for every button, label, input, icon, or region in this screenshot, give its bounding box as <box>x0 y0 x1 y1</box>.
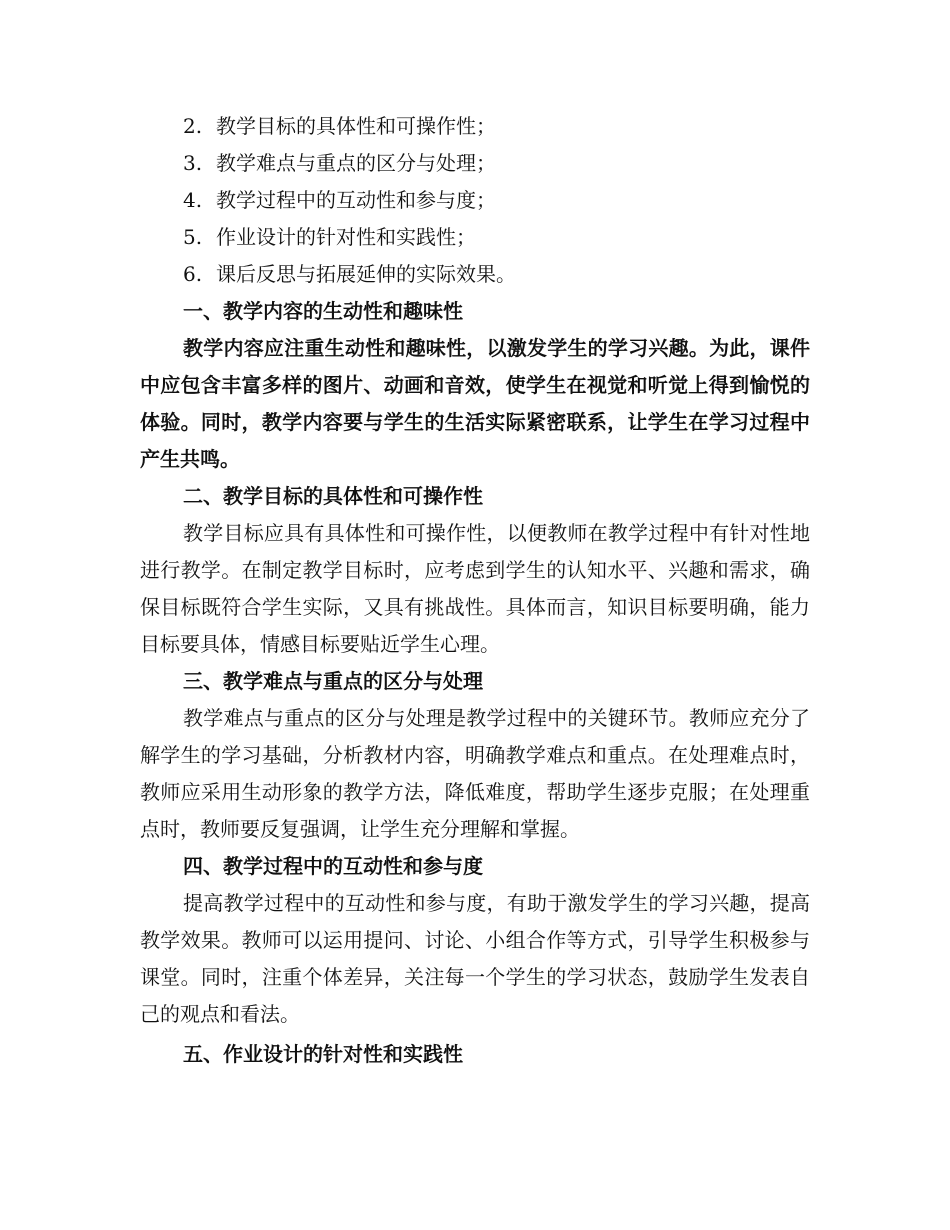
list-number: 5. <box>183 225 203 249</box>
section-heading: 二、教学目标的具体性和可操作性 <box>183 484 483 508</box>
section-heading: 一、教学内容的生动性和趣味性 <box>183 299 463 323</box>
list-text: 作业设计的针对性和实践性； <box>216 225 476 249</box>
section-heading: 五、作业设计的针对性和实践性 <box>183 1042 463 1066</box>
section-paragraph: 提高教学过程中的互动性和参与度，有助于激发学生的学习兴趣，提高教学效果。教师可以运用提问、讨论、小组合作等方式，引导学生积极参与课堂。同时，注重个体差异，关注每一个学生的学习状态，鼓励学生发表自己的观点和看法。 <box>140 891 810 1026</box>
list-number: 4. <box>183 188 203 212</box>
list-text: 教学难点与重点的区分与处理； <box>216 151 496 175</box>
list-item <box>140 256 810 293</box>
list-item <box>140 182 810 219</box>
list-item <box>140 145 810 182</box>
list-text: 教学过程中的互动性和参与度； <box>216 188 496 212</box>
list-number: 6. <box>183 262 203 286</box>
list-text: 教学目标的具体性和可操作性； <box>216 114 496 138</box>
list-item <box>140 108 810 145</box>
list-number: 2. <box>183 114 203 138</box>
list-number: 3. <box>183 151 203 175</box>
document-content <box>140 108 810 1073</box>
section-paragraph: 教学目标应具有具体性和可操作性，以便教师在教学过程中有针对性地进行教学。在制定教学目标时，应考虑到学生的认知水平、兴趣和需求，确保目标既符合学生实际，又具有挑战性。具体而言，知识目标要明确，能力目标要具体，情感目标要贴近学生心理。 <box>140 521 810 656</box>
section-paragraph: 教学难点与重点的区分与处理是教学过程中的关键环节。教师应充分了解学生的学习基础，分析教材内容，明确教学难点和重点。在处理难点时，教师应采用生动形象的教学方法，降低难度，帮助学生逐步克服；在处理重点时，教师要反复强调，让学生充分理解和掌握。 <box>140 706 810 841</box>
section-heading: 四、教学过程中的互动性和参与度 <box>183 854 483 878</box>
section-paragraph: 教学内容应注重生动性和趣味性，以激发学生的学习兴趣。为此，课件中应包含丰富多样的图片、动画和音效，使学生在视觉和听觉上得到愉悦的体验。同时，教学内容要与学生的生活实际紧密联系，让学生在学习过程中产生共鸣。 <box>140 336 810 471</box>
list-item <box>140 219 810 256</box>
section-heading: 三、教学难点与重点的区分与处理 <box>183 669 483 693</box>
list-text: 课后反思与拓展延伸的实际效果。 <box>216 262 516 286</box>
